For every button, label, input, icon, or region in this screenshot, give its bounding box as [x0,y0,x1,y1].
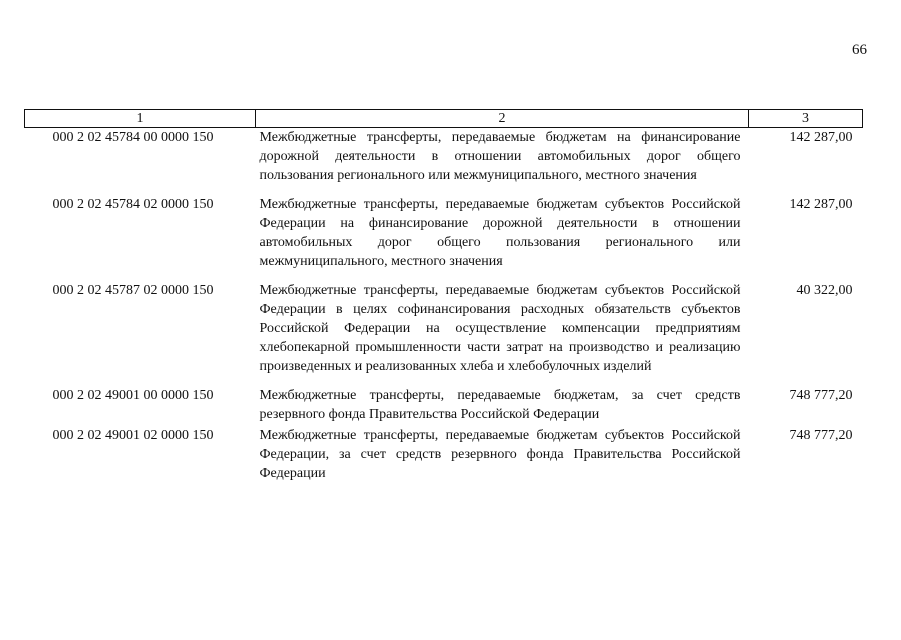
table-header-row [25,110,863,128]
budget-code: 000 2 02 49001 02 0000 150 [52,428,214,443]
page-number: 66 [852,42,867,58]
amount: 748 777,20 [789,388,853,403]
table-row [25,273,863,378]
budget-code: 000 2 02 45784 00 0000 150 [52,130,214,145]
amount: 748 777,20 [789,428,853,443]
table-row [25,426,863,485]
table-row [25,187,863,273]
budget-code: 000 2 02 45787 02 0000 150 [52,283,214,298]
amount: 142 287,00 [789,130,853,145]
column-header-1: 1 [25,110,256,128]
description: Межбюджетные трансферты, передаваемые бюджетам на финансирование дорожной деятельности в отношении автомобильных дорог общего пользования регионального или межмуниципального, местного значения [259,130,741,183]
budget-code: 000 2 02 45784 02 0000 150 [52,197,214,212]
description: Межбюджетные трансферты, передаваемые бюджетам, за счет средств резервного фонда Правительства Российской Федерации [259,388,741,422]
column-header-3: 3 [749,110,863,128]
description: Межбюджетные трансферты, передаваемые бюджетам субъектов Российской Федерации в целях софинансирования расходных обязательств субъектов Российской Федерации на осуществление компенсации предприятиям хлебопекарной промышленности части затрат на производство и реализацию произведенных и реализованных хлеба и хлебобулочных изделий [259,283,741,374]
description: Межбюджетные трансферты, передаваемые бюджетам субъектов Российской Федерации на финансирование дорожной деятельности в отношении автомобильных дорог общего пользования регионального или межмуниципального, местного значения [259,197,741,269]
amount: 40 322,00 [796,283,853,298]
table-row [25,378,863,426]
table-row [25,128,863,188]
budget-code: 000 2 02 49001 00 0000 150 [52,388,214,403]
amount: 142 287,00 [789,197,853,212]
description: Межбюджетные трансферты, передаваемые бюджетам субъектов Российской Федерации, за счет средств резервного фонда Правительства Российской Федерации [259,428,741,481]
budget-table [24,109,863,485]
column-header-2: 2 [256,110,749,128]
